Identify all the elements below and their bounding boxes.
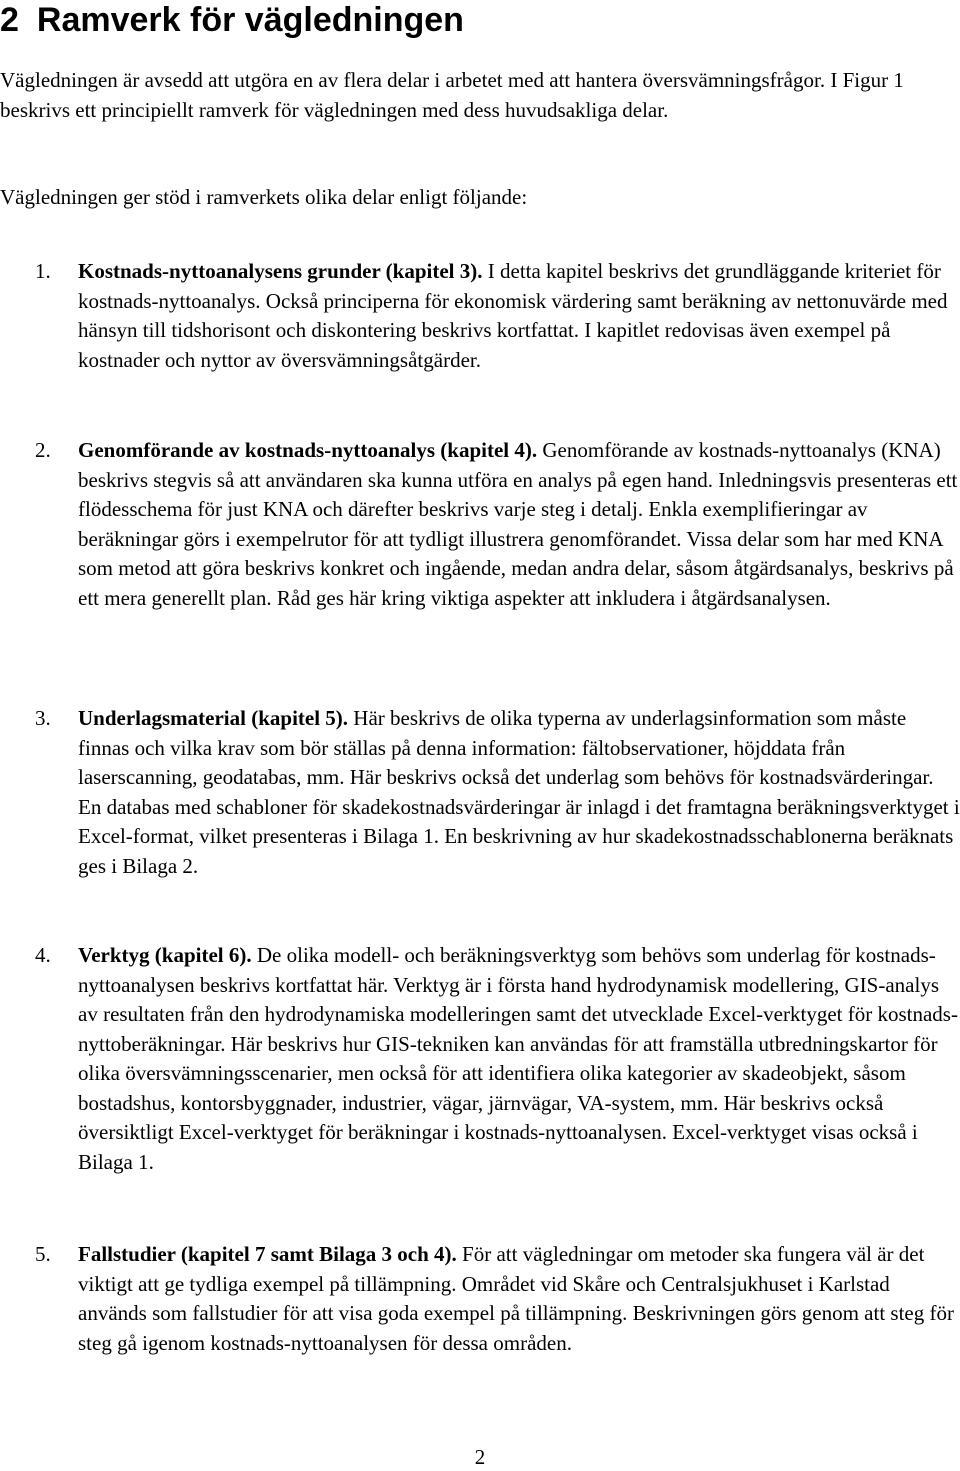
list-item-title: Fallstudier (kapitel 7 samt Bilaga 3 och 4).: [78, 1242, 457, 1266]
list-marker: 1.: [35, 259, 51, 283]
list-item-text: I detta kapitel beskrivs det grundläggande kriteriet för kostnads-nyttoanalys. Också principerna för ekonomisk värdering samt beräkning av nettonuvärde med hänsyn till tidshorisont och diskontering beskrivs kortfattat. I kapitlet redovisas även exempel på kostnader och nyttor av översvämningsåtgärder.: [78, 259, 948, 372]
list-item-title: Verktyg (kapitel 6).: [78, 943, 252, 967]
list-marker: 2.: [35, 438, 51, 462]
list-item-title: Kostnads-nyttoanalysens grunder (kapitel 3).: [78, 259, 483, 283]
chapter-title: Ramverk för vägledningen: [36, 1, 464, 39]
list-item-content: [78, 1240, 960, 1358]
intro-paragraph: Vägledningen är avsedd att utgöra en av flera delar i arbetet med att hantera översvämningsfrågor. I Figur 1 beskrivs ett principiellt ramverk för vägledningen med dess huvudsakliga delar.: [0, 68, 904, 122]
list-marker: 3.: [35, 706, 51, 730]
list-item-content: [78, 257, 960, 375]
list-item-title: Genomförande av kostnads-nyttoanalys (kapitel 4).: [78, 438, 538, 462]
list-item-content: [78, 436, 960, 613]
list-item-text: Genomförande av kostnads-nyttoanalys (KNA) beskrivs stegvis så att användaren ska kunna utföra en analys på egen hand. Inledningsvis presenteras ett flödesschema för just KNA och därefter beskrivs varje steg i detalj. Enkla exemplifieringar av beräkningar görs i exempelrutor för att tydligt illustrera genomförandet. Vissa delar som har med KNA som metod att göra beskrivs konkret och ingående, medan andra delar, såsom åtgärdsanalys, beskrivs på ett mera generellt plan. Råd ges här kring viktiga aspekter att inkludera i åtgärdsanalysen.: [78, 438, 958, 610]
support-paragraph: Vägledningen ger stöd i ramverkets olika delar enligt följande:: [0, 185, 528, 209]
page-number: 2: [474, 1445, 486, 1469]
list-item-text: Här beskrivs de olika typerna av underlagsinformation som måste finnas och vilka krav som bör ställas på denna information: fältobservationer, höjddata från laserscanning, geodatabas, mm. Här beskrivs också det underlag som behövs för kostnadsvärderingar. En databas med schabloner för skadekostnadsvärderingar är inlagd i det framtagna beräkningsverktyget i Excel-format, vilket presenteras i Bilaga 1. En beskrivning av hur skadekostnadsschablonerna beräknats ges i Bilaga 2.: [78, 706, 960, 878]
chapter-heading: [0, 0, 464, 40]
list-item-title: Underlagsmaterial (kapitel 5).: [78, 706, 349, 730]
list-item-text: De olika modell- och beräkningsverktyg som behövs som underlag för kostnads-nyttoanalysen beskrivs kortfattat här. Verktyg är i första hand hydrodynamisk modellering, GIS-analys av resultaten från den hydrodynamiska modelleringen samt det utvecklade Excel-verktyget för kostnads-nyttoberäkningar. Här beskrivs hur GIS-tekniken kan användas för att framställa utbredningskartor för olika översvämningsscenarier, men också för att identifiera olika kategorier av skadeobjekt, såsom bostadshus, kontorsbyggnader, industrier, vägar, järnvägar, VA-system, mm. Här beskrivs också översiktligt Excel-verktyget för beräkningar i kostnads-nyttoanalysen. Excel-verktyget visas också i Bilaga 1.: [78, 943, 958, 1174]
list-item-text: För att vägledningar om metoder ska fungera väl är det viktigt att ge tydliga exempel på tillämpning. Området vid Skåre och Centralsjukhuset i Karlstad används som fallstudier för att visa goda exempel på tillämpning. Beskrivningen görs genom att steg för steg gå igenom kostnads-nyttoanalysen för dessa områden.: [78, 1242, 954, 1355]
list-item-content: [78, 941, 960, 1177]
list-marker: 4.: [35, 943, 51, 967]
chapter-number: 2: [0, 1, 19, 39]
list-marker: 5.: [35, 1242, 51, 1266]
list-item-content: [78, 704, 960, 881]
